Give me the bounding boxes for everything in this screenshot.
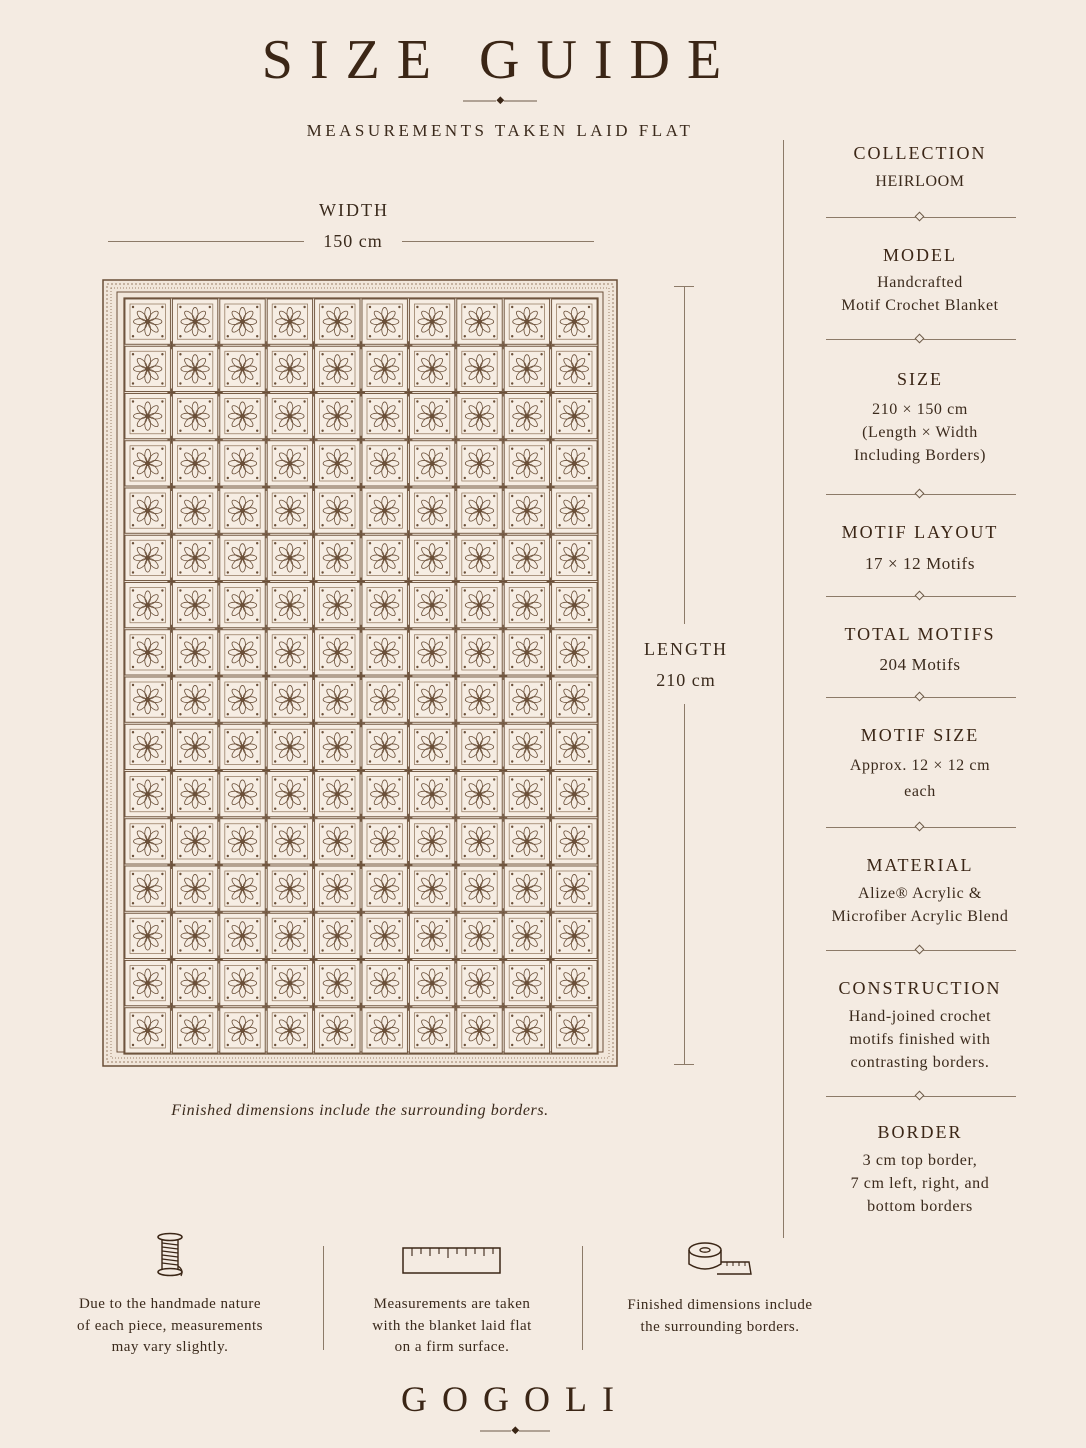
motif: [220, 724, 265, 769]
spec-collection: [822, 140, 1018, 193]
motif: [125, 772, 170, 817]
motif: [504, 488, 549, 533]
motif: [220, 772, 265, 817]
spec-model: [822, 245, 1018, 317]
info-text: Due to the handmade nature of each piece, measurements may vary slightly.: [77, 1296, 263, 1355]
motif: [125, 1008, 170, 1053]
motif: [315, 677, 360, 722]
motif: [267, 346, 312, 391]
motif: [504, 441, 549, 486]
motif: [220, 346, 265, 391]
spec-divider: [822, 590, 1018, 602]
motif: [220, 866, 265, 911]
yarn-spool-icon: [153, 1232, 187, 1278]
spec-value: 3 cm top border, 7 cm left, right, and bottom borders: [850, 1152, 990, 1215]
spec-list: [822, 140, 1018, 1218]
spec-divider: [822, 333, 1018, 345]
motif: [172, 346, 217, 391]
motif: [172, 488, 217, 533]
spec-motif-size: [822, 725, 1018, 805]
spec-label: MOTIF LAYOUT: [841, 522, 999, 542]
motif: [315, 583, 360, 628]
motif: [172, 961, 217, 1006]
motif: [172, 583, 217, 628]
info-text: Finished dimensions include the surrounding borders.: [627, 1297, 813, 1335]
motif: [315, 819, 360, 864]
info-divider: [582, 1246, 583, 1350]
spec-material: [822, 855, 1018, 928]
motif: [409, 488, 454, 533]
info-handmade: [50, 1232, 290, 1359]
spec-label: MODEL: [883, 245, 957, 265]
motif: [409, 441, 454, 486]
motif: [267, 913, 312, 958]
motif: [267, 772, 312, 817]
length-value: 210 cm: [656, 670, 716, 690]
motif: [409, 913, 454, 958]
motif: [172, 677, 217, 722]
borders-note: Finished dimensions include the surrounding borders.: [171, 1102, 549, 1119]
width-rule-left: [108, 241, 304, 242]
tape-measure-icon: [687, 1240, 753, 1278]
spec-divider: [822, 821, 1018, 833]
motif: [362, 630, 407, 675]
motif: [362, 1008, 407, 1053]
motif: [220, 819, 265, 864]
motif: [172, 772, 217, 817]
brand-ornament: [480, 1426, 550, 1436]
spec-construction: [822, 978, 1018, 1074]
motif: [409, 346, 454, 391]
spec-label: SIZE: [897, 369, 943, 389]
motif: [315, 394, 360, 439]
spec-value: Handcrafted Motif Crochet Blanket: [841, 274, 999, 314]
motif: [504, 535, 549, 580]
motif: [220, 961, 265, 1006]
ruler-icon: [402, 1246, 502, 1276]
motif: [267, 630, 312, 675]
motif: [457, 535, 502, 580]
motif: [267, 724, 312, 769]
spec-label: MOTIF SIZE: [860, 725, 980, 745]
spec-divider: [822, 488, 1018, 500]
motif: [267, 488, 312, 533]
motif: [172, 630, 217, 675]
motif: [220, 583, 265, 628]
motif: [125, 583, 170, 628]
width-label: WIDTH: [319, 200, 389, 220]
motif: [409, 724, 454, 769]
motif: [552, 346, 597, 391]
motif: [220, 913, 265, 958]
spec-label: TOTAL MOTIFS: [844, 624, 996, 644]
motif: [457, 819, 502, 864]
motif: [552, 1008, 597, 1053]
motif: [125, 913, 170, 958]
info-text: Measurements are taken with the blanket laid flat on a firm surface.: [372, 1296, 532, 1355]
motif: [409, 299, 454, 344]
motif: [125, 961, 170, 1006]
motif: [172, 1008, 217, 1053]
spec-size: [822, 369, 1018, 467]
motif: [504, 677, 549, 722]
spec-divider: [822, 944, 1018, 956]
motif: [172, 394, 217, 439]
motif: [315, 961, 360, 1006]
motif: [362, 913, 407, 958]
motif: [267, 299, 312, 344]
motif: [552, 772, 597, 817]
motif: [504, 630, 549, 675]
motif: [315, 913, 360, 958]
motif: [125, 488, 170, 533]
motif: [409, 1008, 454, 1053]
motif: [457, 488, 502, 533]
motif: [125, 819, 170, 864]
motif: [409, 583, 454, 628]
length-cap-bottom: [674, 1064, 694, 1065]
info-borders: [600, 1240, 840, 1338]
title-ornament: [463, 96, 537, 106]
spec-divider: [822, 211, 1018, 223]
motif: [220, 299, 265, 344]
motif: [457, 677, 502, 722]
motif: [125, 394, 170, 439]
motif: [552, 583, 597, 628]
length-rule-bottom: [684, 704, 685, 1064]
motif: [125, 535, 170, 580]
motif: [220, 677, 265, 722]
motif: [504, 961, 549, 1006]
motif: [172, 724, 217, 769]
motif: [457, 866, 502, 911]
motif: [220, 1008, 265, 1053]
blanket-svg: [102, 279, 620, 1069]
motif: [552, 913, 597, 958]
motif: [504, 913, 549, 958]
motif: [504, 394, 549, 439]
motif: [457, 394, 502, 439]
motif: [409, 772, 454, 817]
motif: [457, 441, 502, 486]
motif: [552, 866, 597, 911]
motif: [552, 677, 597, 722]
motif: [362, 441, 407, 486]
motif: [552, 961, 597, 1006]
motif: [552, 394, 597, 439]
spec-value: Approx. 12 × 12 cm each: [849, 757, 991, 800]
width-value: 150 cm: [323, 231, 383, 251]
width-rule-right: [402, 241, 594, 242]
motif: [125, 441, 170, 486]
motif: [504, 772, 549, 817]
motif: [409, 535, 454, 580]
motif: [504, 299, 549, 344]
spec-value: 210 × 150 cm (Length × Width Including Borders): [853, 401, 987, 464]
spec-label: CONSTRUCTION: [838, 978, 1002, 998]
motif: [362, 819, 407, 864]
motif: [267, 583, 312, 628]
motif: [504, 583, 549, 628]
motif: [409, 630, 454, 675]
motif: [267, 961, 312, 1006]
blanket-illustration: [102, 279, 620, 1073]
motif: [457, 630, 502, 675]
motif: [267, 819, 312, 864]
motif: [552, 535, 597, 580]
motif: [457, 346, 502, 391]
spec-value: 204 Motifs: [879, 655, 961, 674]
motif: [315, 724, 360, 769]
motif: [267, 1008, 312, 1053]
motif: [457, 913, 502, 958]
motif: [504, 866, 549, 911]
motif: [172, 535, 217, 580]
motif: [409, 394, 454, 439]
motif: [504, 1008, 549, 1053]
motif: [362, 866, 407, 911]
motif: [315, 1008, 360, 1053]
info-laid-flat: [332, 1246, 572, 1359]
motif: [267, 677, 312, 722]
motif: [362, 346, 407, 391]
motif: [220, 441, 265, 486]
spec-value: HEIRLOOM: [875, 173, 965, 190]
motif: [457, 1008, 502, 1053]
spec-label: MATERIAL: [866, 855, 974, 875]
motif: [267, 394, 312, 439]
motif: [409, 819, 454, 864]
motif: [267, 441, 312, 486]
motif: [315, 346, 360, 391]
motif: [315, 772, 360, 817]
spec-value: Alize® Acrylic & Microfiber Acrylic Blend: [831, 885, 1009, 925]
motif: [409, 961, 454, 1006]
spec-label: BORDER: [877, 1122, 963, 1142]
motif: [172, 819, 217, 864]
motif: [457, 961, 502, 1006]
motif: [362, 394, 407, 439]
motif: [409, 677, 454, 722]
motif: [315, 488, 360, 533]
motif: [362, 299, 407, 344]
motif: [172, 299, 217, 344]
motif: [457, 772, 502, 817]
motif: [220, 488, 265, 533]
spec-border: [822, 1122, 1018, 1218]
page-subtitle: MEASUREMENTS TAKEN LAID FLAT: [306, 121, 694, 140]
motif: [362, 961, 407, 1006]
spec-value: 17 × 12 Motifs: [864, 554, 976, 573]
spec-divider: [822, 691, 1018, 703]
motif: [504, 724, 549, 769]
motif: [362, 724, 407, 769]
motif: [552, 819, 597, 864]
motif: [220, 630, 265, 675]
motif: [220, 535, 265, 580]
column-divider: [783, 140, 784, 1238]
motif: [552, 299, 597, 344]
motif: [362, 772, 407, 817]
motif: [172, 441, 217, 486]
motif: [457, 299, 502, 344]
spec-value: Hand-joined crochet motifs finished with contrasting borders.: [848, 1008, 992, 1071]
motif: [315, 441, 360, 486]
brand-wordmark: GOGOLI: [401, 1379, 629, 1419]
motif: [315, 535, 360, 580]
motif: [220, 394, 265, 439]
motif: [315, 866, 360, 911]
motif: [552, 488, 597, 533]
motif: [504, 819, 549, 864]
spec-label: COLLECTION: [853, 143, 987, 163]
motif: [125, 630, 170, 675]
motif: [362, 535, 407, 580]
length-label: LENGTH: [644, 639, 728, 659]
motif: [409, 866, 454, 911]
spec-divider: [822, 1090, 1018, 1102]
motif: [552, 441, 597, 486]
motif: [125, 299, 170, 344]
motif: [267, 866, 312, 911]
motif: [125, 346, 170, 391]
motif: [172, 866, 217, 911]
motif: [504, 346, 549, 391]
motif: [362, 488, 407, 533]
motif: [362, 677, 407, 722]
spec-total-motifs: [822, 624, 1018, 676]
info-divider: [323, 1246, 324, 1350]
motif: [125, 724, 170, 769]
motif: [172, 913, 217, 958]
motif: [125, 677, 170, 722]
motif: [267, 535, 312, 580]
motif: [457, 724, 502, 769]
motif: [125, 866, 170, 911]
motif: [457, 583, 502, 628]
motif: [362, 583, 407, 628]
spec-motif-layout: [822, 522, 1018, 575]
motif: [552, 630, 597, 675]
length-rule-top: [684, 286, 685, 624]
motif: [315, 299, 360, 344]
motif: [315, 630, 360, 675]
motif: [552, 724, 597, 769]
page-title: SIZE GUIDE: [261, 29, 739, 91]
